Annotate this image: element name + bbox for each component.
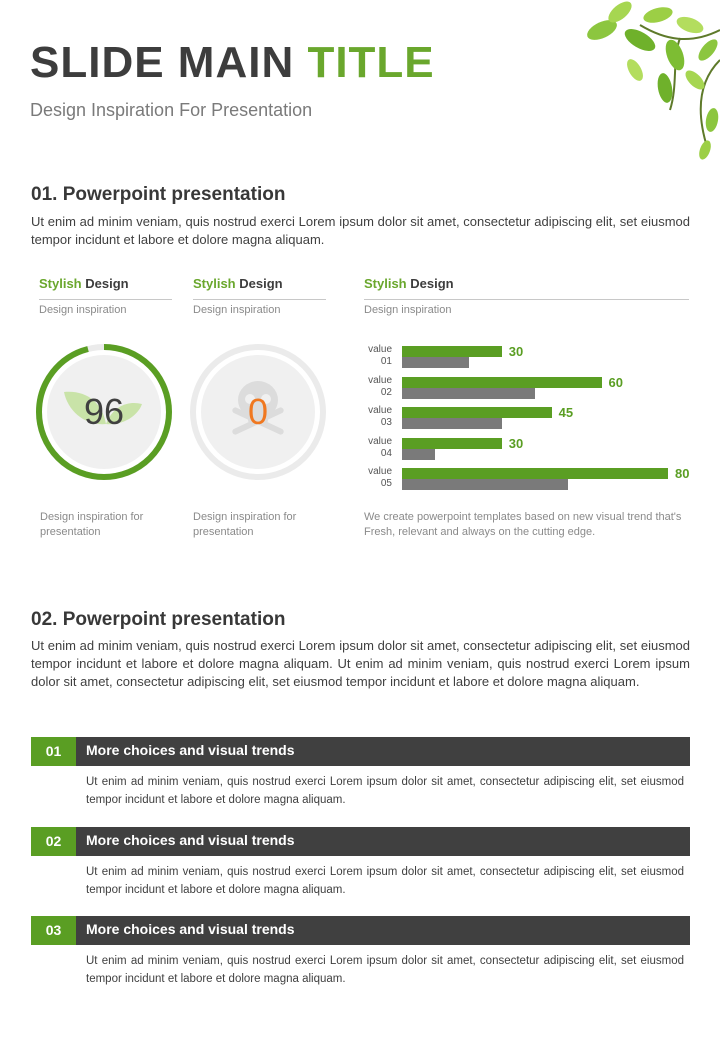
column-2-sub: Design inspiration [193,304,281,316]
list-row-2-desc: Ut enim ad minim veniam, quis nostrud exerci Lorem ipsum dolor sit amet, consectetur adipiscing elit, set eiusmod tempor incidunt et labore et dolore magna aliquam. [86,866,684,896]
bar-primary [402,377,602,388]
section2-heading: 02. Powerpoint presentation [31,609,286,630]
bar-label: value 03 [368,405,392,429]
bar-label: value 04 [368,435,392,459]
bar-primary [402,438,502,449]
leaves-branch-icon [580,0,720,165]
column-3-heading [364,276,689,291]
bar-secondary [402,479,568,490]
bar-secondary [402,357,469,368]
column-2-heading-rest: Design [235,276,283,291]
gauge-1-value: 96 [83,391,125,432]
list-row-2-title: More choices and visual trends [86,832,295,848]
bar-label: value 02 [368,374,392,398]
bar-chart [362,343,692,493]
page-title [30,38,435,88]
page-title-accent: TITLE [307,38,435,87]
list-row-1-number: 01 [31,737,76,766]
bar-value-label: 45 [558,405,574,421]
column-3 [364,276,689,316]
list-row-1-desc: Ut enim ad minim veniam, quis nostrud exerci Lorem ipsum dolor sit amet, consectetur adipiscing elit, set eiusmod tempor incidunt et labore et dolore magna aliquam. [86,776,684,806]
list-row-2-number: 02 [31,827,76,856]
bar-value-label: 30 [508,344,524,359]
column-2 [193,276,326,316]
gauge-2-value: 0 [247,391,269,432]
bar-primary [402,407,552,418]
column-1-sub: Design inspiration [39,304,127,316]
page-title-main: SLIDE MAIN [30,38,308,87]
bar-secondary [402,449,435,460]
column-1-heading-accent: Stylish [39,276,82,291]
bar-value-label: 80 [675,466,690,482]
bar-label: value 05 [368,466,392,490]
column-3-heading-accent: Stylish [364,276,407,291]
column-3-sub: Design inspiration [364,304,452,316]
column-3-divider [364,299,689,300]
section1-paragraph: Ut enim ad minim veniam, quis nostrud exerci Lorem ipsum dolor sit amet, consectetur adipiscing elit, set eiusmod tempor incidunt et labore et dolore magna aliquam. [31,214,690,247]
list-row-3-number: 03 [31,916,76,945]
bar-value-label: 60 [608,374,623,390]
list-row-3-title: More choices and visual trends [86,921,295,937]
column-2-heading-accent: Stylish [193,276,236,291]
column-1-heading-rest: Design [81,276,129,291]
section2-paragraph: Ut enim ad minim veniam, quis nostrud exerci Lorem ipsum dolor sit amet, consectetur adipiscing elit, set eiusmod tempor incidunt et labore et dolore magna aliquam. Ut enim ad minim veniam, quis nostrud exerci Lorem ipsum dolor sit amet, consectetur adipiscing elit, set eiusmod tempor incidunt et labore et dolore magna aliquam. [31,638,690,689]
bar-secondary [402,388,535,399]
column-2-divider [193,299,326,300]
column-2-caption: Design inspiration for presentation [193,511,297,538]
column-1 [39,276,172,316]
column-2-heading [193,276,326,291]
list-row-3-desc: Ut enim ad minim veniam, quis nostrud exerci Lorem ipsum dolor sit amet, consectetur adipiscing elit, set eiusmod tempor incidunt et labore et dolore magna aliquam. [86,955,684,985]
column-1-divider [39,299,172,300]
bar-secondary [402,418,502,429]
bar-value-label: 30 [508,435,524,451]
page-subtitle: Design Inspiration For Presentation [30,100,313,120]
list-row-1-bar [31,737,690,766]
bar-label: value 01 [368,344,392,367]
column-3-heading-rest: Design [406,276,454,291]
bar-primary [402,346,502,357]
column-3-caption: We create powerpoint templates based on new visual trend that's Fresh, relevant and always on the cutting edge. [364,511,682,538]
section1-heading: 01. Powerpoint presentation [31,184,286,205]
list-row-3-bar [31,916,690,945]
list-row-1-title: More choices and visual trends [86,742,295,758]
column-1-heading [39,276,172,291]
column-1-caption: Design inspiration for presentation [40,511,144,538]
list-row-2-bar [31,827,690,856]
bar-primary [402,468,668,479]
